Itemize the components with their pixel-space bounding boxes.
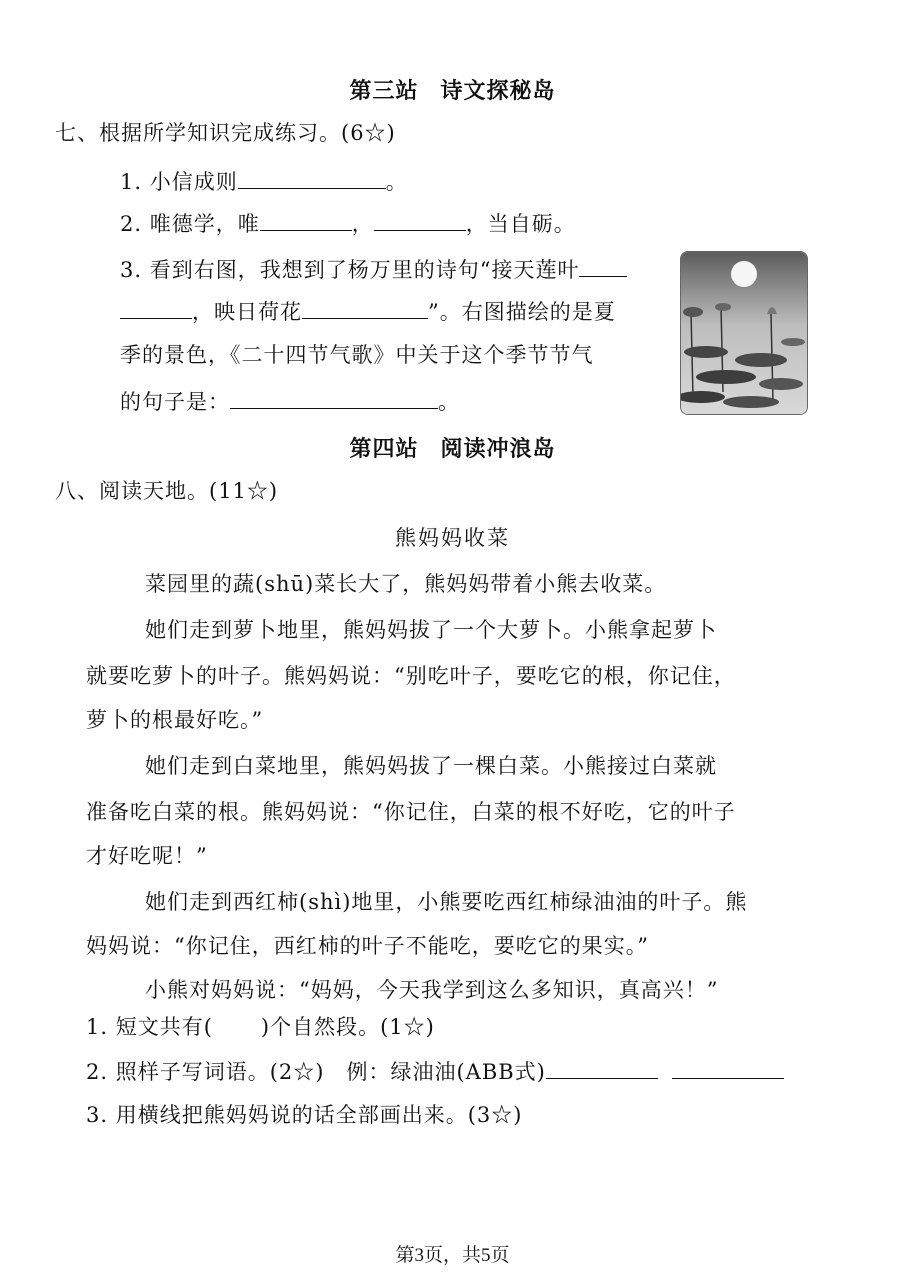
story-paragraph-line: 才好吃呢！” bbox=[86, 844, 208, 868]
question-seven-item-1: 1. 小信成则 。 bbox=[120, 166, 408, 197]
story-title: 熊妈妈收菜 bbox=[395, 526, 510, 550]
question-eight-heading: 八、阅读天地。(11☆) bbox=[55, 479, 279, 503]
answer-blank-1[interactable] bbox=[238, 166, 386, 189]
answer-blank-3b[interactable] bbox=[302, 296, 428, 319]
story-paragraph-line: 她们走到白菜地里，熊妈妈拔了一棵白菜。小熊接过白菜就 bbox=[145, 754, 717, 778]
story-paragraph-line: 她们走到西红柿(shì)地里，小熊要吃西红柿绿油油的叶子。熊 bbox=[145, 890, 748, 914]
story-paragraph-line: 小熊对妈妈说：“妈妈，今天我学到这么多知识，真高兴！” bbox=[145, 978, 719, 1002]
answer-blank-2b[interactable] bbox=[374, 208, 466, 231]
question-seven-item-2: 2. 唯德学，唯 ， ，当自砺。 bbox=[120, 208, 576, 239]
lotus-pond-illustration-icon bbox=[680, 251, 808, 415]
question-seven-heading: 七、根据所学知识完成练习。(6☆) bbox=[55, 121, 396, 145]
story-paragraph-line: 她们走到萝卜地里，熊妈妈拔了一个大萝卜。小熊拿起萝卜 bbox=[145, 618, 717, 642]
station-four-name: 阅读冲浪岛 bbox=[440, 437, 556, 462]
answer-blank-word-1[interactable] bbox=[546, 1056, 658, 1079]
station-three-name: 诗文探秘岛 bbox=[440, 79, 556, 104]
story-paragraph-line: 菜园里的蔬(shū)菜长大了，熊妈妈带着小熊去收菜。 bbox=[145, 572, 667, 596]
story-paragraph-line: 妈妈说：“你记住，西红柿的叶子不能吃，要吃它的果实。” bbox=[86, 934, 649, 958]
station-three-label: 第三站 bbox=[349, 79, 419, 104]
page-footer: 第3页，共5页 bbox=[395, 1245, 510, 1266]
station-four-title bbox=[0, 432, 905, 463]
question-seven-item-3-line1: 3. 看到右图，我想到了杨万里的诗句“接天莲叶 bbox=[120, 254, 627, 285]
answer-blank-3a-cont[interactable] bbox=[120, 296, 192, 319]
story-paragraph-line: 就要吃萝卜的叶子。熊妈妈说：“别吃叶子，要吃它的根，你记住， bbox=[86, 664, 736, 688]
question-seven-item-3-line3: 季的景色，《二十四节气歌》中关于这个季节节气 bbox=[120, 343, 594, 367]
answer-blank-3a[interactable] bbox=[579, 254, 627, 277]
answer-blank-2a[interactable] bbox=[260, 208, 352, 231]
story-paragraph-line: 萝卜的根最好吃。” bbox=[86, 708, 264, 732]
answer-blank-3c[interactable] bbox=[230, 386, 438, 409]
answer-blank-word-2[interactable] bbox=[672, 1056, 784, 1079]
station-four-label: 第四站 bbox=[349, 437, 419, 462]
question-eight-sub-2: 2. 照样子写词语。(2☆) 例：绿油油(ABB式) bbox=[86, 1056, 784, 1087]
question-seven-item-3-line2: ，映日荷花 ”。右图描绘的是夏 bbox=[120, 296, 616, 327]
question-eight-sub-3: 3. 用横线把熊妈妈说的话全部画出来。(3☆) bbox=[86, 1103, 523, 1127]
question-seven-item-3-line4: 的句子是： 。 bbox=[120, 386, 460, 417]
question-eight-sub-1: 1. 短文共有( )个自然段。(1☆) bbox=[86, 1015, 435, 1039]
station-three-title bbox=[0, 74, 905, 105]
story-paragraph-line: 准备吃白菜的根。熊妈妈说：“你记住，白菜的根不好吃，它的叶子 bbox=[86, 800, 736, 824]
